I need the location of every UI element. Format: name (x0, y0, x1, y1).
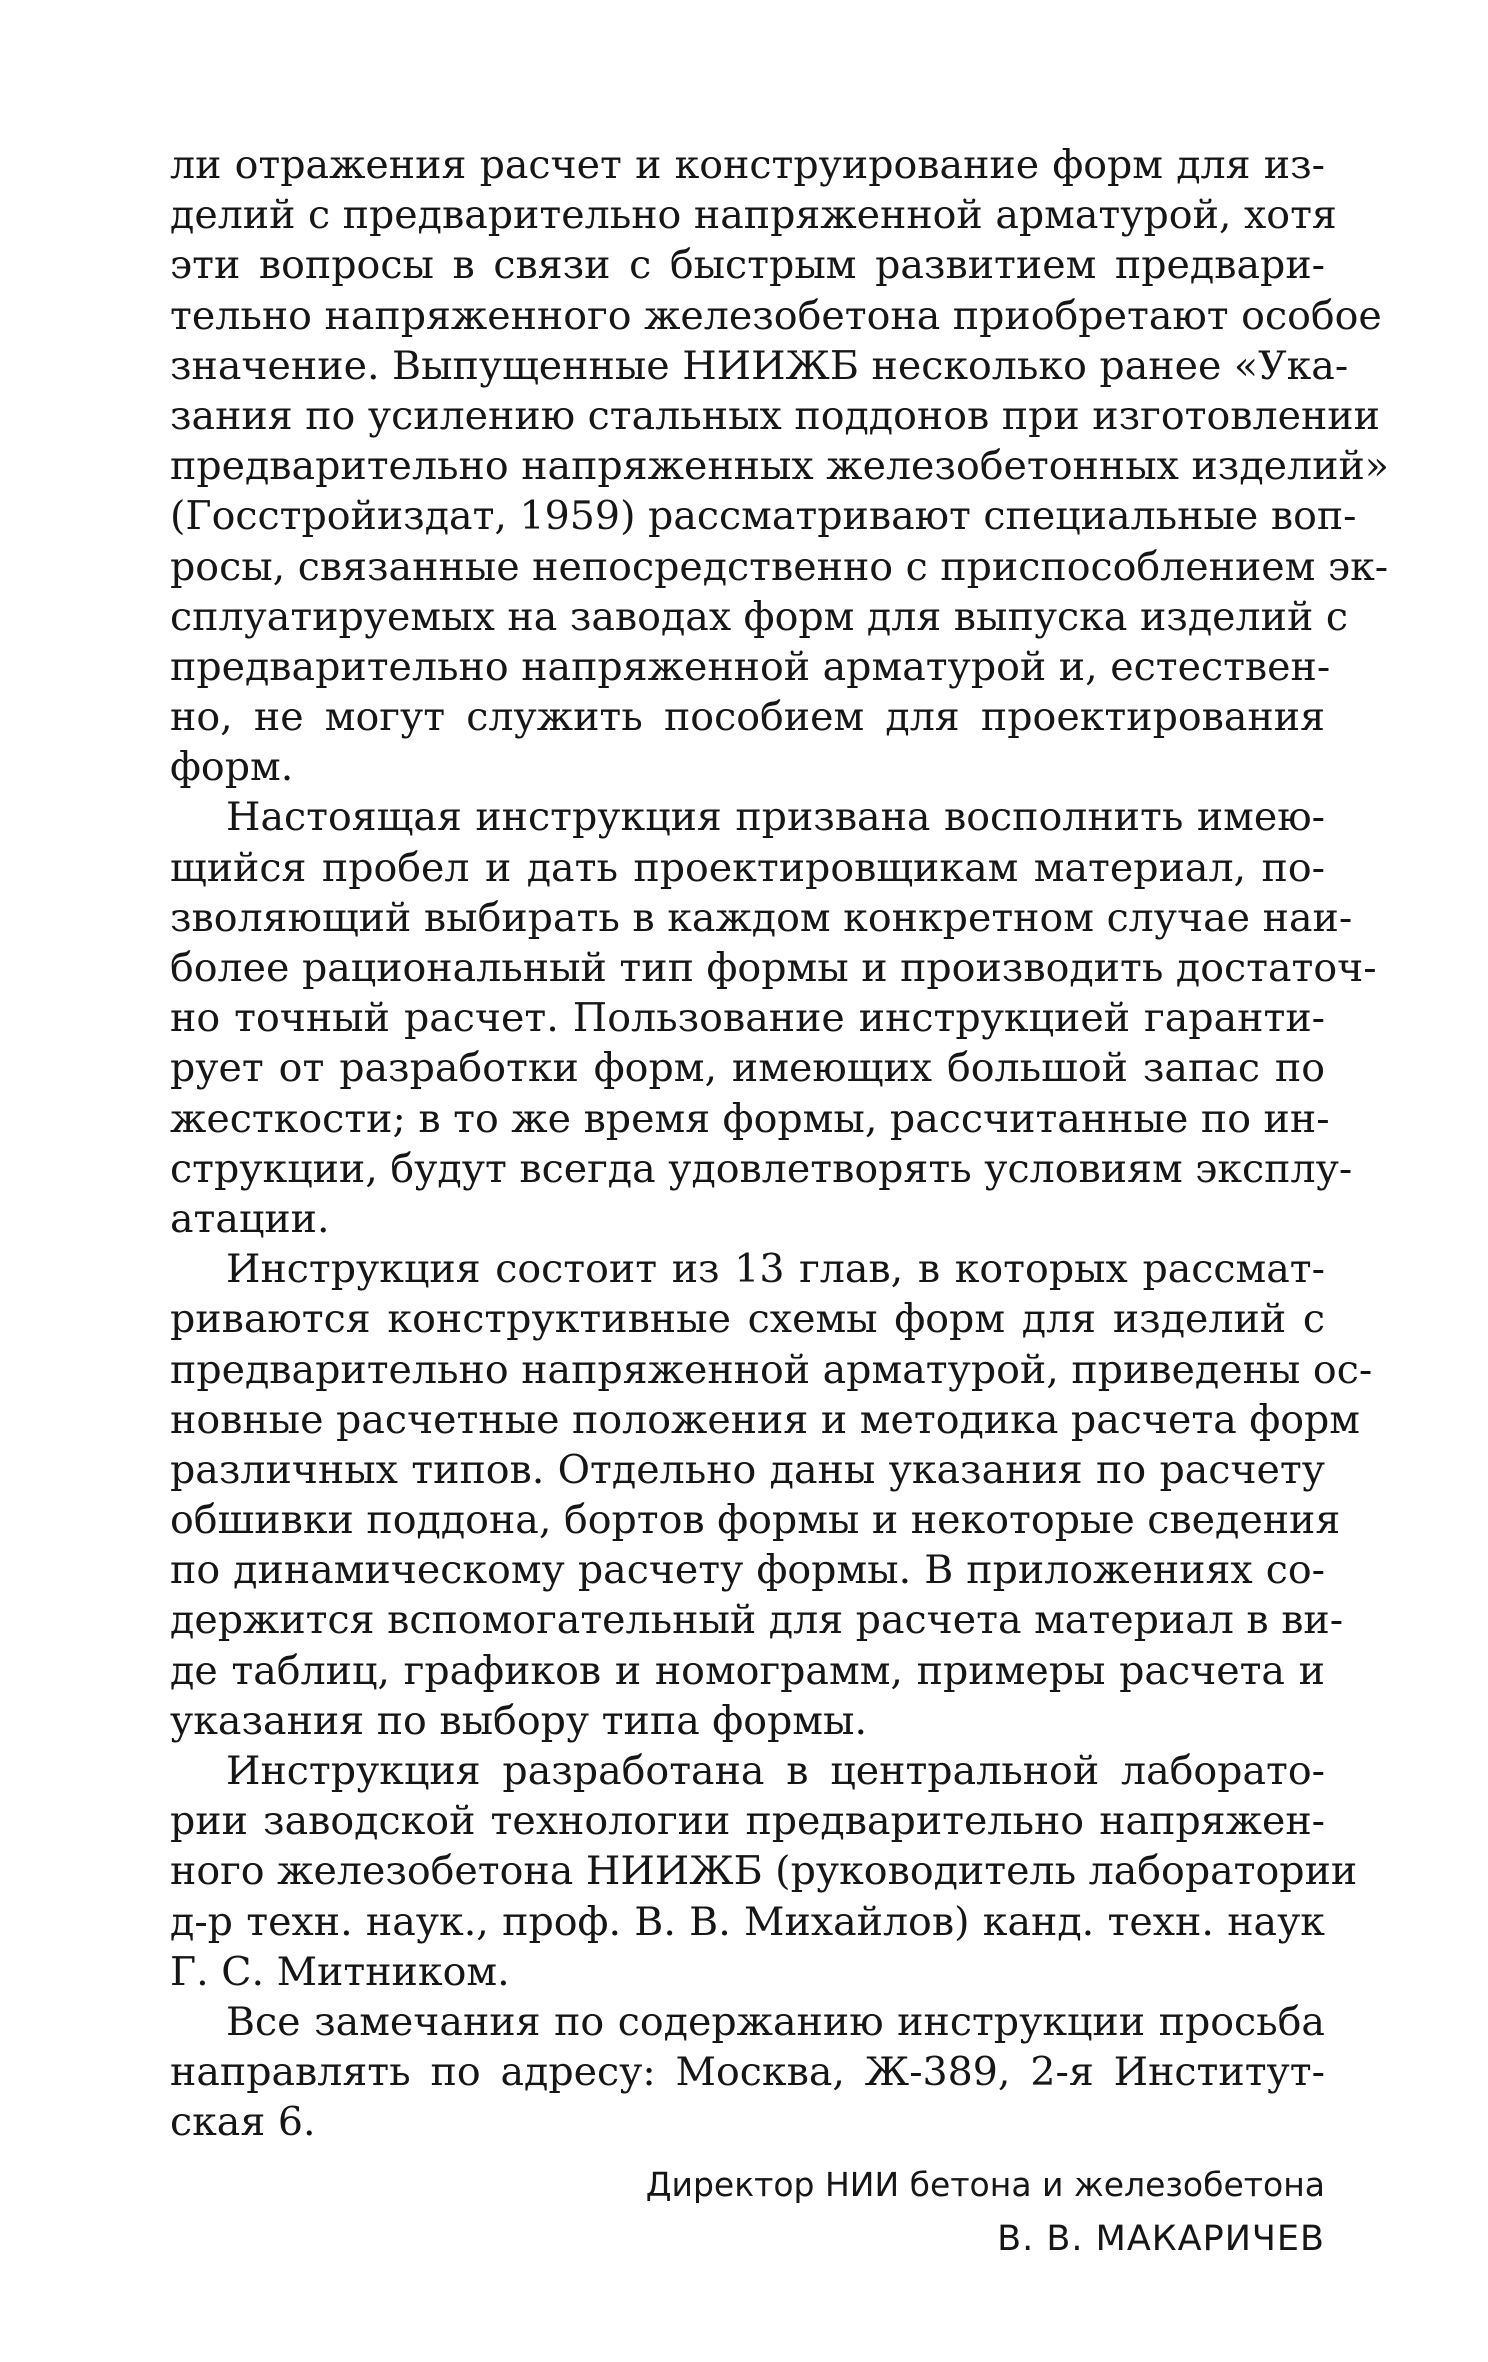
text-line: зволяющий выбирать в каждом конкретном случае наи- (170, 894, 1353, 941)
signature-block (170, 2158, 1325, 2266)
text-line: Инструкция состоит из 13 глав, в которых рассмат- (226, 1246, 1325, 1293)
text-line: предварительно напряженных железобетонных изделий» (170, 443, 1389, 490)
text-line: делий с предварительно напряженной арматурой, хотя (170, 192, 1337, 239)
text-line: ного железобетона НИИЖБ (руководитель лаборатории (170, 1848, 1358, 1895)
text-line: струкции, будут всегда удовлетворять условиям эксплу- (170, 1145, 1353, 1192)
paragraph-1 (170, 140, 1389, 792)
text-line: но, не могут служить пособием для проектирования (170, 694, 1325, 741)
text-line: тельно напряженного железобетона приобретают особое (170, 292, 1382, 339)
text-line: ли отражения расчет и конструирование форм для из- (170, 142, 1325, 188)
text-line: держится вспомогательный для расчета материал в ви- (170, 1597, 1344, 1644)
text-line: щийся пробел и дать проектировщикам материал, по- (170, 844, 1325, 891)
paragraph-5 (170, 1997, 1325, 2148)
text-line: направлять по адресу: Москва, Ж-389, 2-я Институт- (170, 2049, 1325, 2096)
text-line: Настоящая инструкция призвана восполнить имею- (226, 794, 1325, 841)
text-line: рии заводской технологии предварительно напряжен- (170, 1798, 1325, 1845)
text-line: предварительно напряженной арматурой, приведены ос- (170, 1346, 1373, 1393)
body-text (170, 140, 1389, 2148)
text-line: атации. (170, 1195, 330, 1242)
text-line: Г. С. Митником. (170, 1948, 510, 1995)
text-line: по динамическому расчету формы. В приложениях со- (170, 1547, 1325, 1594)
text-line: жесткости; в то же время формы, рассчитанные по ин- (170, 1095, 1330, 1142)
text-line: ская 6. (170, 2099, 316, 2146)
paragraph-3 (170, 1244, 1373, 1746)
text-line: росы, связанные непосредственно с приспособлением эк- (170, 543, 1389, 590)
text-line: новные расчетные положения и методика расчета форм (170, 1396, 1361, 1443)
text-line: Все замечания по содержанию инструкции просьба (226, 1998, 1325, 2045)
text-line: риваются конструктивные схемы форм для изделий с (170, 1296, 1325, 1343)
text-line: значение. Выпущенные НИИЖБ несколько ранее «Ука- (170, 342, 1349, 389)
text-line: (Госстройиздат, 1959) рассматривают специальные воп- (170, 493, 1357, 540)
text-line: указания по выбору типа формы. (170, 1697, 867, 1744)
text-line: предварительно напряженной арматурой и, естествен- (170, 643, 1331, 690)
paragraph-4 (170, 1746, 1358, 1997)
signature-name: В. В. МАКАРИЧЕВ (997, 2218, 1325, 2259)
text-line: различных типов. Отдельно даны указания по расчету (170, 1446, 1325, 1493)
signature-title: Директор НИИ бетона и железобетона (645, 2164, 1325, 2204)
text-line: зания по усилению стальных поддонов при изготовлении (170, 392, 1380, 439)
text-line: обшивки поддона, бортов формы и некоторые сведения (170, 1497, 1341, 1544)
paragraph-2 (170, 792, 1377, 1244)
text-line: эти вопросы в связи с быстрым развитием предвари- (170, 242, 1325, 289)
text-line: более рациональный тип формы и производить достаточ- (170, 945, 1377, 991)
document-page (170, 140, 1389, 2266)
text-line: д-р техн. наук., проф. В. В. Михайлов) канд. техн. наук (170, 1898, 1325, 1945)
text-line: форм. (170, 744, 294, 791)
text-line: сплуатируемых на заводах форм для выпуска изделий с (170, 593, 1348, 640)
text-line: Инструкция разработана в центральной лаборато- (226, 1748, 1325, 1794)
text-line: рует от разработки форм, имеющих большой запас по (170, 1045, 1325, 1092)
text-line: но точный расчет. Пользование инструкцией гаранти- (170, 995, 1325, 1042)
text-line: де таблиц, графиков и номограмм, примеры расчета и (170, 1647, 1325, 1694)
